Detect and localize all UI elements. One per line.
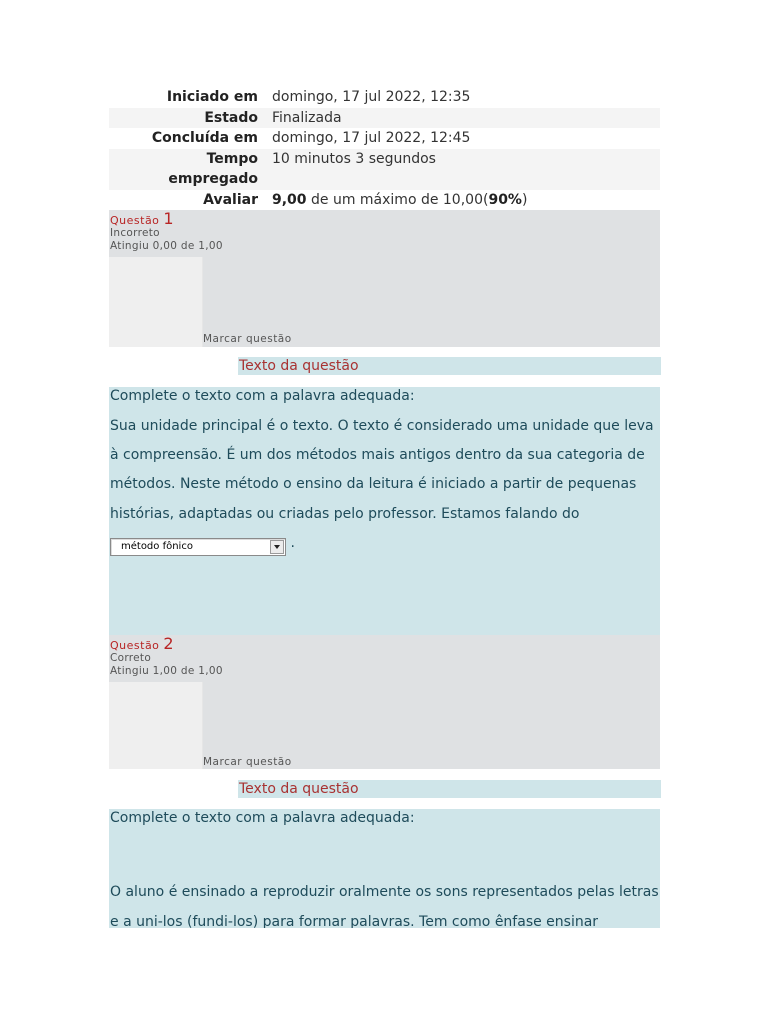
summary-row-grade (109, 190, 660, 211)
flag-box (109, 682, 203, 769)
question-intro: Complete o texto com a palavra adequada: (110, 810, 415, 826)
question-number: Questão 1 (110, 209, 175, 228)
grade-percent: 90% (488, 191, 522, 208)
attempt-summary (109, 87, 660, 210)
summary-label: Iniciado em (166, 89, 258, 105)
question-body: Sua unidade principal é o texto. O texto é considerado uma unidade que leva à compreensão. É um dos métodos mais antigos dentro da sua categoria de métodos. Neste método o ensino da leitura é iniciado a partir de pequenas histórias, adaptadas ou criadas pelo professor. Estamos falando do método fônico . (110, 412, 660, 558)
question-number: Questão 2 (110, 634, 175, 653)
question-state: Correto (110, 652, 152, 664)
question-grade: Atingiu 0,00 de 1,00 (110, 240, 223, 252)
chevron-down-icon[interactable] (270, 540, 284, 554)
summary-row-state (109, 108, 660, 129)
summary-row-completed (109, 128, 660, 149)
grade-close: ) (521, 191, 528, 208)
summary-label: Avaliar (203, 191, 258, 208)
summary-label: Estado (204, 109, 258, 126)
question-body: O aluno é ensinado a reproduzir oralmente os sons representados pelas letras e a uni-los (fundi-los) para formar palavras. Tem como ênfase ensinar (110, 884, 659, 928)
question-text-heading: Texto da questão (238, 357, 661, 375)
flag-question-link[interactable]: Marcar questão (203, 333, 292, 345)
summary-value: 10 minutos 3 segundos (272, 150, 436, 167)
summary-value: domingo, 17 jul 2022, 12:35 (272, 89, 471, 105)
answer-suffix: . (290, 534, 295, 551)
question-content (109, 387, 660, 635)
question-info (109, 635, 660, 769)
answer-select-value: método fônico (121, 540, 193, 552)
summary-label: Tempo empregado (168, 150, 258, 187)
flag-question-link[interactable]: Marcar questão (203, 756, 292, 768)
question-info (109, 210, 660, 347)
summary-row-time-taken (109, 149, 660, 190)
summary-label: Concluída em (151, 130, 258, 146)
summary-value: Finalizada (272, 109, 342, 126)
summary-value: domingo, 17 jul 2022, 12:45 (272, 130, 471, 146)
question-text-heading: Texto da questão (238, 780, 661, 798)
question-grade: Atingiu 1,00 de 1,00 (110, 665, 223, 677)
grade-value (266, 190, 660, 211)
question-content (109, 809, 660, 928)
summary-row-started (109, 87, 660, 108)
answer-select[interactable] (110, 538, 286, 556)
grade-text: de um máximo de 10,00( (306, 191, 489, 208)
question-state: Incorreto (110, 227, 160, 239)
flag-box (109, 257, 203, 347)
question-intro: Complete o texto com a palavra adequada: (110, 388, 415, 404)
grade-score: 9,00 (272, 191, 307, 208)
